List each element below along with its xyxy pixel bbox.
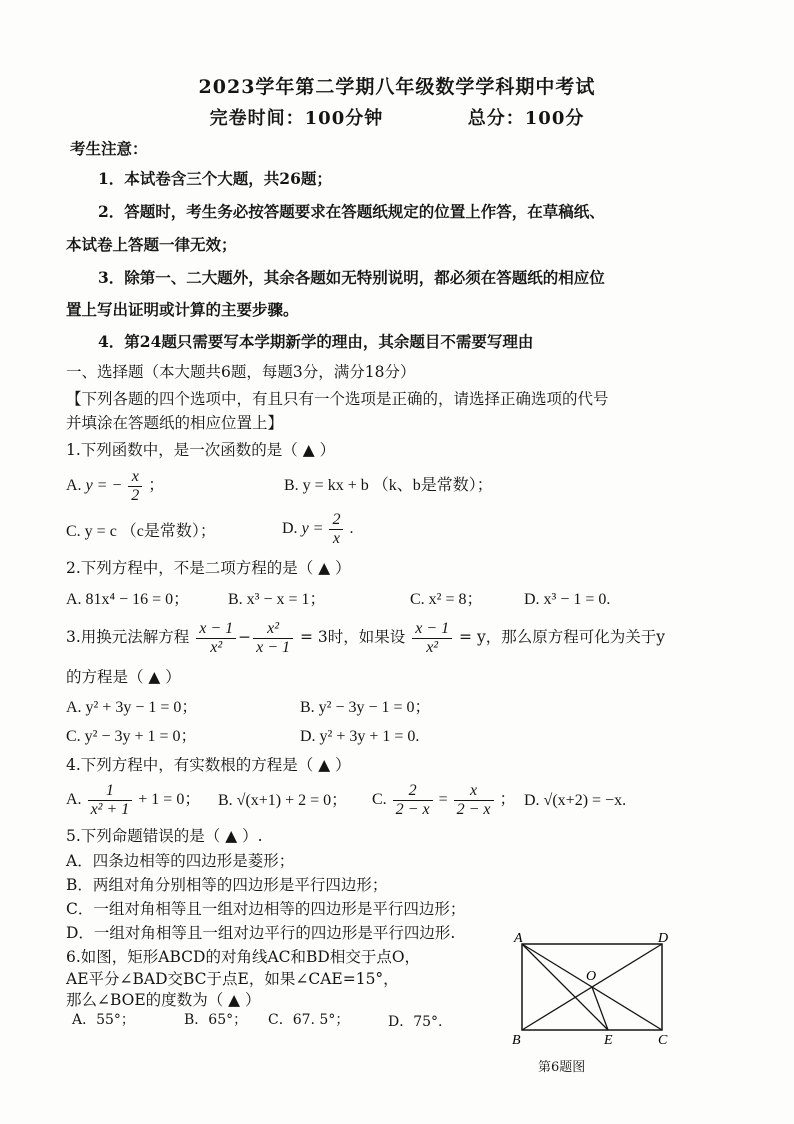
q6-figure bbox=[508, 930, 678, 1060]
label-e: E bbox=[604, 1033, 613, 1048]
section1-instruction-1: 【下列各题的四个选项中，有且只有一个选项是正确的，请选择正确选项的代号 bbox=[66, 390, 609, 408]
label-a: A bbox=[514, 931, 523, 946]
q3-stem-cont: 的方程是（ ▲ ） bbox=[66, 668, 181, 686]
q2-stem: 2.下列方程中，不是二项方程的是（ ▲ ） bbox=[66, 559, 351, 577]
q4-option-c: C. $\frac{2}{2 - x}$ = $\frac{x}{2 - x}$ ； bbox=[372, 782, 516, 818]
notice-item-2-cont: 本试卷上答题一律无效； bbox=[66, 235, 237, 254]
q3-option-a: A. y² + 3y − 1 = 0； bbox=[66, 699, 198, 716]
q4-option-d: D. √(x+2) = −x. bbox=[524, 792, 627, 809]
label-d: D bbox=[658, 931, 669, 946]
notice-heading: 考生注意： bbox=[70, 139, 148, 158]
q6-option-d: D．75°. bbox=[388, 1014, 443, 1030]
notice-item-1: 1．本试卷含三个大题，共26题； bbox=[98, 169, 332, 188]
q6-option-b: B．65°； bbox=[184, 1012, 248, 1028]
section1-instruction-2: 并填涂在答题纸的相应位置上】 bbox=[66, 414, 284, 432]
q1-option-b: B. y = kx + b （k、b是常数）； bbox=[284, 477, 493, 494]
q6-figure-caption: 第6题图 bbox=[538, 1060, 586, 1075]
label-b: B bbox=[512, 1033, 521, 1048]
notice-item-2: 2．答题时，考生务必按答题要求在答题纸规定的位置上作答，在草稿纸、 bbox=[98, 202, 605, 221]
q5-option-b: B．两组对角分别相等的四边形是平行四边形； bbox=[66, 876, 388, 894]
q4-option-b: B. √(x+1) + 2 = 0； bbox=[218, 792, 348, 809]
q6-option-c: C．67. 5°； bbox=[268, 1012, 350, 1028]
q5-option-d: D．一组对角相等且一组对边平行的四边形是平行四边形. bbox=[66, 924, 456, 942]
section1-heading: 一、选择题（本大题共6题，每题3分，满分18分） bbox=[66, 363, 416, 381]
q2-option-a: A. 81x⁴ − 16 = 0； bbox=[66, 591, 190, 608]
q2-option-b: B. x³ − x = 1； bbox=[228, 591, 326, 608]
score-label: 总分：100分 bbox=[467, 108, 585, 129]
q6-line-3: 那么∠BOE的度数为（ ▲ ） bbox=[66, 991, 261, 1009]
q1-option-d: D. y = $\frac{2}{x}$ . bbox=[282, 511, 354, 547]
q4-option-a: A. $\frac{1}{\text{x² + 1}}$ + 1 = 0； bbox=[66, 782, 201, 818]
q6-option-a: A．55°； bbox=[72, 1012, 135, 1028]
q5-option-c: C．一组对角相等且一组对边相等的四边形是平行四边形； bbox=[66, 900, 466, 918]
segment-oe bbox=[592, 987, 608, 1030]
q5-option-a: A．四条边相等的四边形是菱形； bbox=[66, 852, 295, 870]
q3-option-b: B. y² − 3y − 1 = 0； bbox=[300, 699, 431, 716]
label-c: C bbox=[658, 1033, 668, 1048]
notice-item-3-cont: 置上写出证明或计算的主要步骤。 bbox=[66, 300, 299, 319]
label-o: O bbox=[586, 969, 597, 984]
notice-item-3: 3．除第一、二大题外，其余各题如无特别说明，都必须在答题纸的相应位 bbox=[98, 268, 605, 287]
notice-item-4: 4．第24题只需要写本学期新学的理由，其余题目不需要写理由 bbox=[98, 332, 534, 351]
q6-line-1: 6.如图，矩形ABCD的对角线AC和BD相交于点O， bbox=[66, 948, 421, 966]
exam-meta bbox=[0, 104, 794, 130]
q6-line-2: AE平分∠BAD交BC于点E，如果∠CAE=15°， bbox=[66, 970, 399, 988]
q1-option-c: C. y = c （c是常数）； bbox=[66, 523, 216, 540]
segment-ae bbox=[522, 944, 608, 1030]
q2-option-c: C. x² = 8； bbox=[410, 591, 483, 608]
q3-stem: 3.用换元法解方程 $\frac{x - 1}{\text{x²}}$ − $\frac{\text{x²}}{x - 1}$ = 3时，如果设 $\frac{x - 1}{\text{x²}}$ = y，那么原方程可化为关于y bbox=[66, 620, 665, 656]
q2-option-d: D. x³ − 1 = 0. bbox=[524, 591, 611, 608]
q1-stem: 1.下列函数中，是一次函数的是（ ▲ ） bbox=[66, 441, 336, 459]
q1-option-a: A. y = − $\frac{x}{2}$ ； bbox=[66, 468, 165, 504]
q4-stem: 4.下列方程中，有实数根的方程是（ ▲ ） bbox=[66, 756, 351, 774]
q3-option-d: D. y² + 3y + 1 = 0. bbox=[300, 728, 420, 745]
exam-title: 2023学年第二学期八年级数学学科期中考试 bbox=[198, 76, 596, 98]
time-label: 完卷时间：100分钟 bbox=[209, 108, 384, 129]
q3-option-c: C. y² − 3y + 1 = 0； bbox=[66, 728, 197, 745]
q5-stem: 5.下列命题错误的是（ ▲ ）. bbox=[66, 827, 263, 845]
